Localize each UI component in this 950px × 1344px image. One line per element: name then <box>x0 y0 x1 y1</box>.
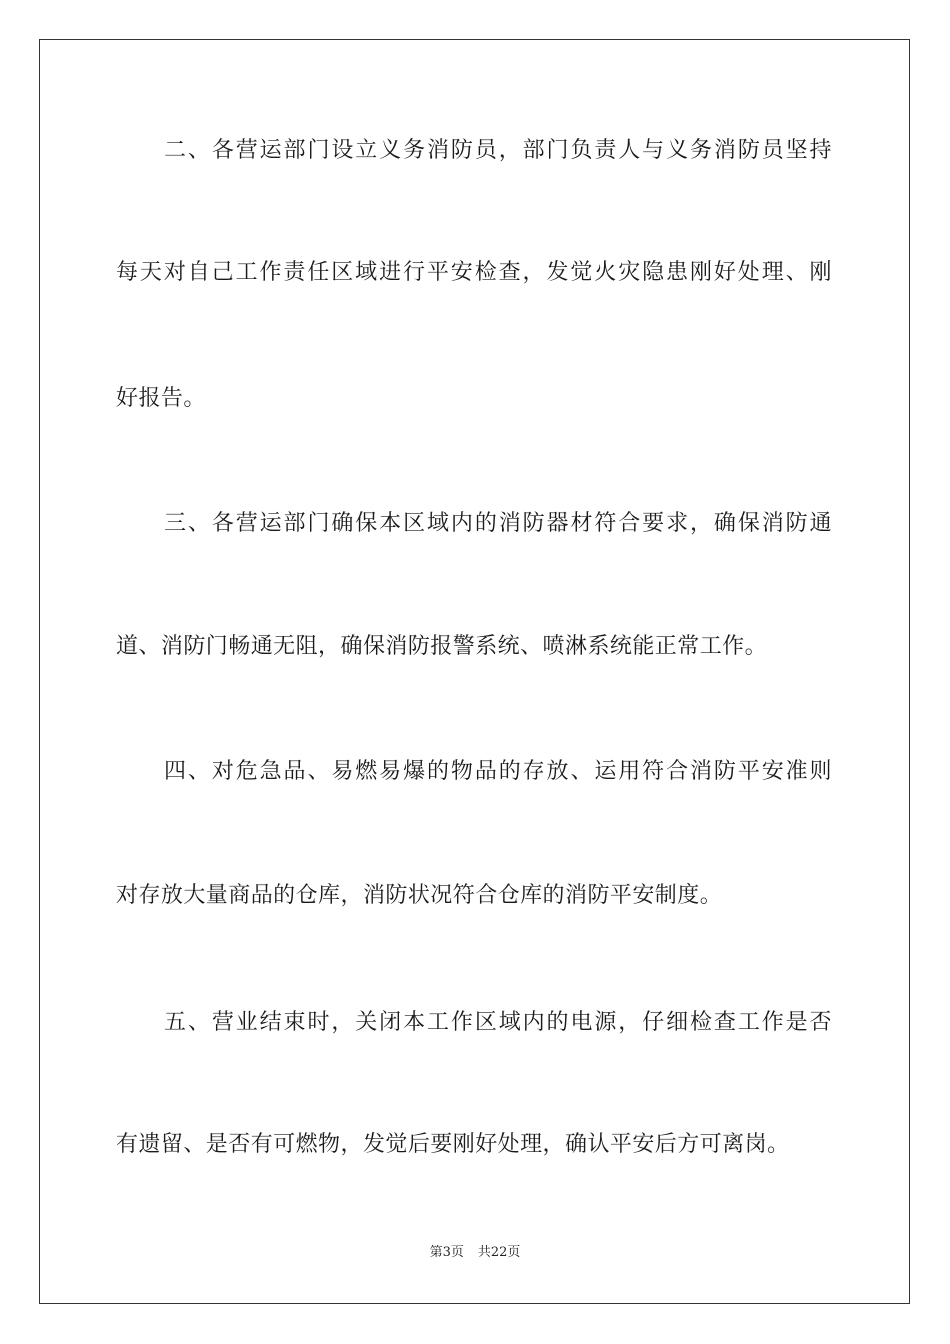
paragraph-5-line-2: 有遗留、是否有可燃物，发觉后要刚好处理，确认平安后方可离岗。 <box>116 1132 790 1157</box>
paragraph-5-line-1: 五、营业结束时，关闭本工作区域内的电源，仔细检查工作是否 <box>164 1010 832 1035</box>
paragraph-3-line-2: 道、消防门畅通无阻，确保消防报警系统、喷淋系统能正常工作。 <box>116 634 768 659</box>
paragraph-2-line-1: 二、各营运部门设立义务消防员，部门负责人与义务消防员坚持 <box>164 138 832 163</box>
page-footer <box>0 1244 950 1262</box>
paragraph-2-line-2: 每天对自己工作责任区域进行平安检查，发觉火灾隐患刚好处理、刚 <box>116 260 832 285</box>
page-border <box>39 39 910 1304</box>
page-total: 共22页 <box>477 1245 521 1260</box>
paragraph-4-line-2: 对存放大量商品的仓库，消防状况符合仓库的消防平安制度。 <box>116 883 723 908</box>
paragraph-4-line-1: 四、对危急品、易燃易爆的物品的存放、运用符合消防平安准则 <box>164 759 832 784</box>
page-number: 第3页 <box>429 1245 464 1260</box>
paragraph-2-line-3: 好报告。 <box>116 386 206 411</box>
paragraph-3-line-1: 三、各营运部门确保本区域内的消防器材符合要求，确保消防通 <box>164 511 832 536</box>
